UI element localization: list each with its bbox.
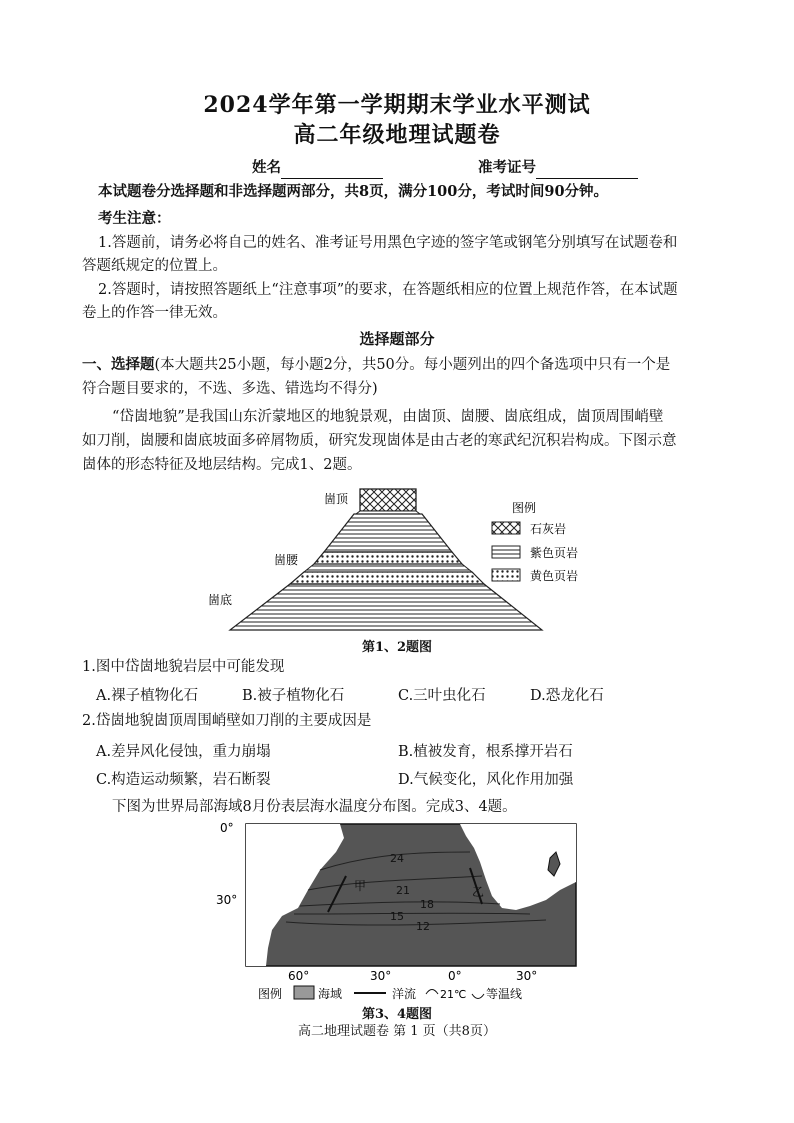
mesa-limestone-cap	[360, 489, 416, 511]
lat-30: 30°	[216, 893, 238, 907]
passage1-line3: 崮体的形态特征及地层结构。完成1、2题。	[82, 457, 362, 473]
map-legend-sea-swatch	[294, 986, 314, 999]
q1-stem: 1.图中岱崮地貌岩层中可能发现	[82, 659, 285, 675]
label-top: 崮顶	[324, 492, 349, 506]
passage1-line1: “岱崮地貌”是我国山东沂蒙地区的地貌景观，由崮顶、崮腰、崮底组成，崮顶周围峭壁	[112, 409, 664, 425]
mesa-diagram	[190, 484, 610, 654]
legend-title: 图例	[512, 501, 537, 515]
legend-purple-shale-swatch	[492, 546, 520, 558]
legend-limestone-swatch	[492, 522, 520, 534]
lon-0: 0°	[448, 969, 462, 983]
section-title: 选择题部分	[359, 330, 435, 348]
isotherm-label-18: 18	[420, 898, 434, 911]
section-heading-cont: 符合题目要求的，不选、多选、错选均不得分)	[82, 381, 378, 397]
exam-subtitle: 高二年级地理试题卷	[293, 122, 501, 148]
passage2: 下图为世界局部海域8月份表层海水温度分布图。完成3、4题。	[112, 799, 517, 815]
notice-item-2a: 2.答题时，请按照答题纸上“注意事项”的要求，在答题纸相应的位置上规范作答，在本试题	[98, 282, 678, 298]
lon-60w: 60°	[288, 969, 310, 983]
section-heading	[82, 354, 670, 376]
q2-stem: 2.岱崮地貌崮顶周围峭壁如刀削的主要成因是	[82, 713, 372, 729]
label-bottom: 崮底	[208, 593, 233, 607]
passage1-line2: 如刀削，崮腰和崮底坡面多碎屑物质，研究发现崮体是由古老的寒武纪沉积岩构成。下图示意	[82, 433, 677, 449]
map-legend-current: 洋流	[392, 987, 417, 1001]
map-legend-isotherm: 等温线	[486, 987, 523, 1001]
lon-30w: 30°	[370, 969, 392, 983]
legend-limestone: 石灰岩	[530, 522, 567, 536]
ocean-temperature-map	[216, 818, 590, 1028]
q2-option-b[interactable]: B.植被发育，根系撑开岩石	[398, 744, 573, 760]
q1-option-a[interactable]: A.裸子植物化石	[96, 688, 199, 704]
isotherm-label-21: 21	[396, 884, 410, 897]
section-heading-rules: (本大题共25小题，每小题2分，共50分。每小题列出的四个备选项中只有一个是	[154, 357, 671, 373]
notice-heading: 考生注意：	[98, 210, 171, 227]
lon-30e: 30°	[516, 969, 538, 983]
section-heading-label: 一、选择题	[82, 356, 155, 373]
isotherm-label-24: 24	[390, 852, 404, 865]
name-label: 姓名	[252, 159, 281, 176]
legend-purple-shale: 紫色页岩	[530, 546, 579, 560]
q1-option-d[interactable]: D.恐龙化石	[530, 688, 604, 704]
legend-yellow-shale-swatch	[492, 569, 520, 581]
map-legend-sea: 海域	[318, 987, 343, 1001]
mesa-base-shale	[230, 584, 542, 630]
current-label-jia: 甲	[354, 879, 367, 893]
name-field	[252, 157, 383, 179]
mesa-yellow-shale-1	[314, 552, 462, 564]
q2-option-d[interactable]: D.气候变化，风化作用加强	[398, 772, 574, 788]
q2-option-c[interactable]: C.构造运动频繁，岩石断裂	[96, 772, 271, 788]
q1-option-c[interactable]: C.三叶虫化石	[398, 688, 486, 704]
isotherm-label-15: 15	[390, 910, 404, 923]
q2-option-a[interactable]: A.差异风化侵蚀，重力崩塌	[96, 744, 271, 760]
figure2-caption: 第3、4题图	[361, 1007, 433, 1022]
page-footer: 高二地理试题卷 第 1 页（共8页）	[298, 1024, 496, 1039]
figure1-caption: 第1、2题图	[361, 640, 433, 655]
name-blank	[281, 162, 383, 179]
notice-item-2b: 卷上的作答一律无效。	[82, 305, 227, 321]
isotherm-label-12: 12	[416, 920, 430, 933]
current-label-yi: 乙	[472, 885, 485, 899]
lat-0: 0°	[220, 821, 234, 835]
id-label: 准考证号	[478, 159, 536, 176]
exam-intro: 本试题卷分选择题和非选择题两部分，共8页，满分100分，考试时间90分钟。	[98, 183, 609, 200]
q1-option-b[interactable]: B.被子植物化石	[242, 688, 345, 704]
map-legend-isotherm-value: 21℃	[440, 988, 467, 1001]
map-legend-isotherm-line	[426, 990, 438, 995]
id-field	[478, 157, 638, 179]
notice-item-1a: 1.答题前，请务必将自己的姓名、准考证号用黑色字迹的签字笔或钢笔分别填写在试题卷和	[98, 235, 678, 251]
mesa-upper-shale	[324, 514, 452, 552]
notice-item-1b: 答题纸规定的位置上。	[82, 258, 227, 274]
map-legend-title: 图例	[258, 987, 283, 1001]
label-mid: 崮腰	[274, 553, 299, 567]
exam-title: 2024学年第一学期期末学业水平测试	[203, 92, 591, 118]
mesa-yellow-shale-2	[290, 572, 484, 584]
id-blank	[536, 162, 638, 179]
legend-yellow-shale: 黄色页岩	[530, 569, 579, 583]
